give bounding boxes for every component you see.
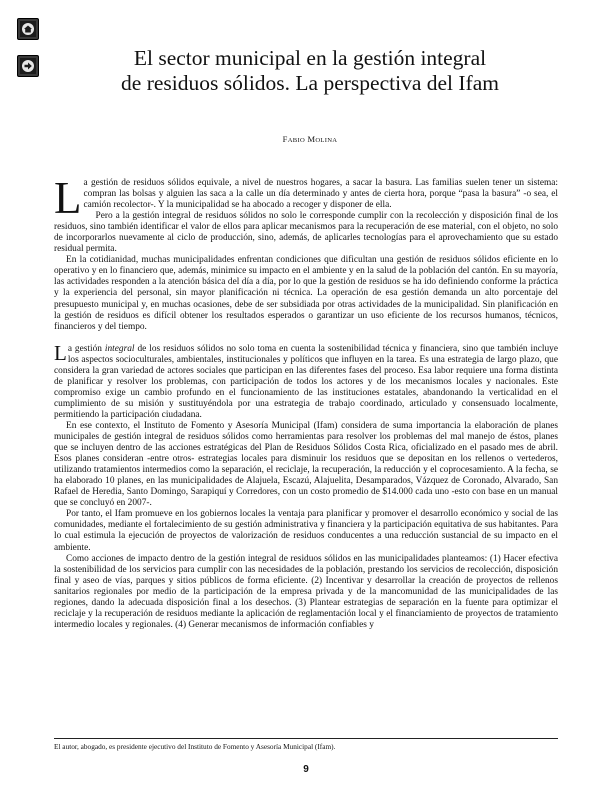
paragraph-6: Por tanto, el Ifam promueve en los gobiernos locales la ventaja para planificar y promover el desarrollo económico y social de las comunidades, mediante el fortalecimiento de su gestión administrativa y financiera y la participación equitativa de sus habitantes. Para lo cual estimula la ejecución de proyectos de valorización de residuos conducentes a una reducción sustancial de su impacto en el ambiente.: [54, 509, 558, 553]
drop-cap: L: [54, 173, 82, 223]
section-initial: L: [54, 340, 67, 365]
author-first-name: ABIO: [287, 137, 306, 144]
paragraph-5: En ese contexto, el Instituto de Fomento y Asesoría Municipal (Ifam) considera de suma importancia la elaboración de planes municipales de gestión integral de residuos sólidos como herramientas para resolver los problemas del mal manejo de éstos, planes que se incluyen dentro de las acciones estratégicas del Plan de Residuos Sólidos Costa Rica, oficializado en el pasado mes de abril. Esos planes consideran -entre otros- estrategias locales para disminuir los residuos que se depositan en los rellenos o vertederos, utilizando tratamientos intermedios como la separación, el reciclaje, la recuperación, la reducción y el coprocesamiento. A la fecha, se ha elaborado 10 planes, en las municipalidades de Alajuela, Escazú, Alajuelita, Desamparados, Vázquez de Coronado, Alvarado, San Rafael de Heredia, Santo Domingo, Sarapiquí y Corredores, con un costo promedio de $14.000 cada uno -esto con base en un manual que se concluyó en 2007-.: [54, 420, 558, 509]
page-number: 9: [303, 764, 309, 775]
author-initial-last: M: [307, 134, 316, 144]
arrow-right-icon: [22, 60, 34, 72]
paragraph-1: [54, 173, 558, 223]
title-line-1: El sector municipal en la gestión integral: [133, 46, 487, 70]
paragraph-2: Pero a la gestión integral de residuos sólidos no solo le corresponde cumplir con la recolección y disposición final de los residuos, sino también identificar el valor de ellos para aplicar mecanismos para la recuperación de ese material, con el objeto, no solo de incorporarlos nuevamente al ciclo de producción, sino, además, de aplicarles tecnologías para el aprovechamiento que su estado residual permita.: [54, 211, 558, 255]
emphasis-integral: integral: [104, 343, 135, 354]
paragraph-7: Como acciones de impacto dentro de la gestión integral de residuos sólidos en las municipalidades planteamos: (1) Hacer efectiva la sostenibilidad de los servicios para cumplir con las necesidades de la población, prestando los servicios de recolección, disposición final y aseo de vías, parques y sitios públicos de forma eficiente. (2) Incentivar y desarrollar la creación de proyectos de rellenos sanitarios regionales por medio de la participación de la empresa privada y de la mancomunidad de las municipalidades de las regiones, dando la adecuada disposición final a los desechos. (3) Plantear estrategias de separación en la fuente para optimizar el reciclaje y la recuperación de residuos mediante la aplicación de reglamentación local y el financiamiento de proyectos de tratamiento intermedio locales y regionales. (4) Generar mecanismos de información confiables y: [54, 553, 558, 630]
author-last-name: OLINA: [315, 137, 338, 144]
author-initial-first: F: [282, 134, 288, 144]
footnote: El autor, abogado, es presidente ejecutivo del Instituto de Fomento y Asesoría Municipal (Ifam).: [54, 742, 336, 751]
next-page-button[interactable]: [17, 55, 39, 77]
title-line-2: de residuos sólidos. La perspectiva del Ifam: [121, 71, 499, 95]
paragraph-text: de los residuos sólidos no solo toma en cuenta la sostenibilidad técnica y financiera, sino que también incluye los aspectos socioculturales, ambientales, institucionales y políticos que influyen en la tarea. Es una estrategia de largo plazo, que considera la gran variedad de actores sociales que participan en las diferentes fases del proceso. Esa labor requiere una forma distinta de planificar y resolver los problemas, con participación de todos los actores y de los mecanismos locales y nacionales. Este compromiso exige un cambio profundo en el funcionamiento de las instituciones estatales, abandonando la verticalidad en el cumplimiento de su misión y sustituyéndola por una estrategia de trabajo coordinado, articulado y consensuado localmente, permitiendo la participación ciudadana.: [54, 343, 558, 420]
author-name: [60, 134, 560, 144]
paragraph-4: [54, 340, 558, 421]
article-title: [60, 46, 560, 96]
home-button[interactable]: [17, 18, 39, 40]
paragraph-text: a gestión: [67, 343, 105, 354]
home-icon: [22, 23, 34, 35]
paragraph-text: a gestión de residuos sólidos equivale, a nivel de nuestros hogares, a sacar la basura. Las familias suelen tener un sistema: compran las bolsas y alguien las saca a la calle un día determinado y antes de cierta hora, porque “pasa la basura” -o sea, el camión recolector-. Y la municipalidad se ha abocado a recoger y disponer de ella.: [83, 178, 558, 211]
paragraph-3: En la cotidianidad, muchas municipalidades enfrentan condiciones que dificultan una gestión de residuos sólidos eficiente en lo operativo y en lo financiero que, además, minimice su impacto en el ambiente y en la salud de la población del cantón. En su mayoría, las actividades responden a la atención básica del día a día, por lo que la gestión de residuos se ha ido definiendo conforme la práctica y la experiencia del personal, sin mayor planificación ni técnica. La operación de esa gestión demanda un alto porcentaje del presupuesto municipal y, en muchas ocasiones, debe de ser subsidiada por otras actividades de la municipalidad. Sin planificación en la gestión de residuos es difícil obtener los resultados esperados o garantizar un uso eficiente de los recursos humanos, técnicos, financieros y del tiempo.: [54, 255, 558, 332]
article-body: [54, 173, 558, 631]
footnote-divider: [54, 738, 558, 739]
